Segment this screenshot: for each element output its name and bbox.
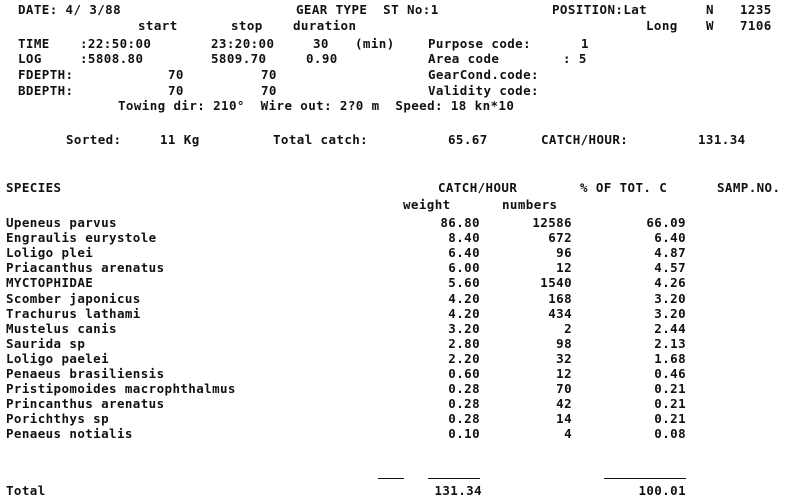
gear-type-label: GEAR TYPE ST No:1 — [296, 2, 439, 17]
purpose-code-label: Purpose code: — [428, 36, 532, 51]
percent-total-column-header: % OF TOT. C — [580, 180, 668, 195]
percent-of-total: 6.40 — [654, 230, 686, 245]
sorted-value: 11 Kg — [160, 132, 200, 147]
gearcond-code-label: GearCond.code: — [428, 67, 539, 82]
time-unit: (min) — [355, 36, 395, 51]
total-rule-percent — [604, 478, 686, 479]
species-name: Porichthys sp — [6, 411, 110, 426]
total-catch-label: Total catch: — [273, 132, 369, 147]
catch-numbers: 70 — [556, 381, 572, 396]
area-code-value: : 5 — [563, 51, 587, 66]
catch-weight: 0.60 — [448, 366, 480, 381]
weight-subheader: weight — [403, 197, 451, 212]
long-value: 7106 — [740, 18, 772, 33]
species-name: Loligo plei — [6, 245, 94, 260]
species-name: Loligo paelei — [6, 351, 110, 366]
percent-of-total: 0.21 — [654, 381, 686, 396]
catch-weight: 0.28 — [448, 396, 480, 411]
species-name: Priacanthus arenatus — [6, 260, 165, 275]
catch-numbers: 98 — [556, 336, 572, 351]
catch-numbers: 42 — [556, 396, 572, 411]
percent-of-total: 3.20 — [654, 291, 686, 306]
catch-numbers: 2 — [564, 321, 572, 336]
time-label: TIME — [18, 36, 50, 51]
species-name: Saurida sp — [6, 336, 86, 351]
catch-per-hour-value: 131.34 — [698, 132, 746, 147]
species-name: Pristipomoides macrophthalmus — [6, 381, 236, 396]
percent-of-total: 0.21 — [654, 411, 686, 426]
sorted-label: Sorted: — [66, 132, 122, 147]
time-start: :22:50:00 — [80, 36, 152, 51]
catch-numbers: 32 — [556, 351, 572, 366]
start-column-header: start — [138, 18, 178, 33]
area-code-label: Area code — [428, 51, 500, 66]
percent-of-total: 4.87 — [654, 245, 686, 260]
catch-weight: 8.40 — [448, 230, 480, 245]
sample-number-column-header: SAMP.NO. — [717, 180, 781, 195]
percent-of-total: 0.21 — [654, 396, 686, 411]
species-name: MYCTOPHIDAE — [6, 275, 94, 290]
log-start: :5808.80 — [80, 51, 144, 66]
total-catch-value: 65.67 — [448, 132, 488, 147]
log-duration: 0.90 — [306, 51, 338, 66]
total-weight: 131.34 — [434, 483, 482, 498]
fdepth-label: FDEPTH: — [18, 67, 74, 82]
percent-of-total: 0.46 — [654, 366, 686, 381]
long-label: Long — [646, 18, 678, 33]
fdepth-stop: 70 — [261, 67, 277, 82]
percent-of-total: 4.26 — [654, 275, 686, 290]
catch-weight: 5.60 — [448, 275, 480, 290]
catch-numbers: 14 — [556, 411, 572, 426]
total-percent: 100.01 — [638, 483, 686, 498]
time-stop: 23:20:00 — [211, 36, 275, 51]
lat-hemisphere: N — [706, 2, 714, 17]
percent-of-total: 0.08 — [654, 426, 686, 441]
catch-weight: 6.00 — [448, 260, 480, 275]
catch-weight: 4.20 — [448, 306, 480, 321]
time-duration: 30 — [313, 36, 329, 51]
catch-numbers: 168 — [548, 291, 572, 306]
species-name: Trachurus lathami — [6, 306, 141, 321]
percent-of-total: 4.57 — [654, 260, 686, 275]
catch-numbers: 12 — [556, 366, 572, 381]
percent-of-total: 66.09 — [646, 215, 686, 230]
species-name: Penaeus notialis — [6, 426, 133, 441]
percent-of-total: 2.44 — [654, 321, 686, 336]
duration-column-header: duration — [293, 18, 357, 33]
species-name: Mustelus canis — [6, 321, 117, 336]
catch-weight: 3.20 — [448, 321, 480, 336]
numbers-subheader: numbers — [502, 197, 558, 212]
catch-weight: 4.20 — [448, 291, 480, 306]
species-name: Penaeus brasiliensis — [6, 366, 165, 381]
catch-weight: 2.20 — [448, 351, 480, 366]
catch-weight: 0.10 — [448, 426, 480, 441]
catch-weight: 86.80 — [440, 215, 480, 230]
bdepth-start: 70 — [168, 83, 184, 98]
species-name: Scomber japonicus — [6, 291, 141, 306]
catch-hour-column-header: CATCH/HOUR — [438, 180, 518, 195]
catch-numbers: 12 — [556, 260, 572, 275]
catch-weight: 2.80 — [448, 336, 480, 351]
catch-numbers: 434 — [548, 306, 572, 321]
towing-line: Towing dir: 210° Wire out: 2?0 m Speed: 18 kn*10 — [118, 98, 515, 113]
species-name: Princanthus arenatus — [6, 396, 165, 411]
catch-numbers: 96 — [556, 245, 572, 260]
catch-numbers: 1540 — [540, 275, 572, 290]
percent-of-total: 3.20 — [654, 306, 686, 321]
catch-numbers: 672 — [548, 230, 572, 245]
catch-per-hour-label: CATCH/HOUR: — [541, 132, 629, 147]
catch-weight: 0.28 — [448, 411, 480, 426]
catch-weight: 0.28 — [448, 381, 480, 396]
total-label: Total — [6, 483, 46, 498]
position-label: POSITION:Lat — [552, 2, 648, 17]
total-rule-short — [378, 478, 404, 479]
percent-of-total: 1.68 — [654, 351, 686, 366]
bdepth-label: BDEPTH: — [18, 83, 74, 98]
species-name: Engraulis eurystole — [6, 230, 157, 245]
log-label: LOG — [18, 51, 42, 66]
species-name: Upeneus parvus — [6, 215, 117, 230]
catch-numbers: 4 — [564, 426, 572, 441]
catch-weight: 6.40 — [448, 245, 480, 260]
long-hemisphere: W — [706, 18, 714, 33]
log-stop: 5809.70 — [211, 51, 267, 66]
catch-numbers: 12586 — [532, 215, 572, 230]
percent-of-total: 2.13 — [654, 336, 686, 351]
lat-value: 1235 — [740, 2, 772, 17]
validity-code-label: Validity code: — [428, 83, 539, 98]
total-rule-weight — [428, 478, 480, 479]
purpose-code-value: 1 — [581, 36, 589, 51]
date-label: DATE: 4/ 3/88 — [18, 2, 122, 17]
fdepth-start: 70 — [168, 67, 184, 82]
stop-column-header: stop — [231, 18, 263, 33]
bdepth-stop: 70 — [261, 83, 277, 98]
species-column-header: SPECIES — [6, 180, 62, 195]
